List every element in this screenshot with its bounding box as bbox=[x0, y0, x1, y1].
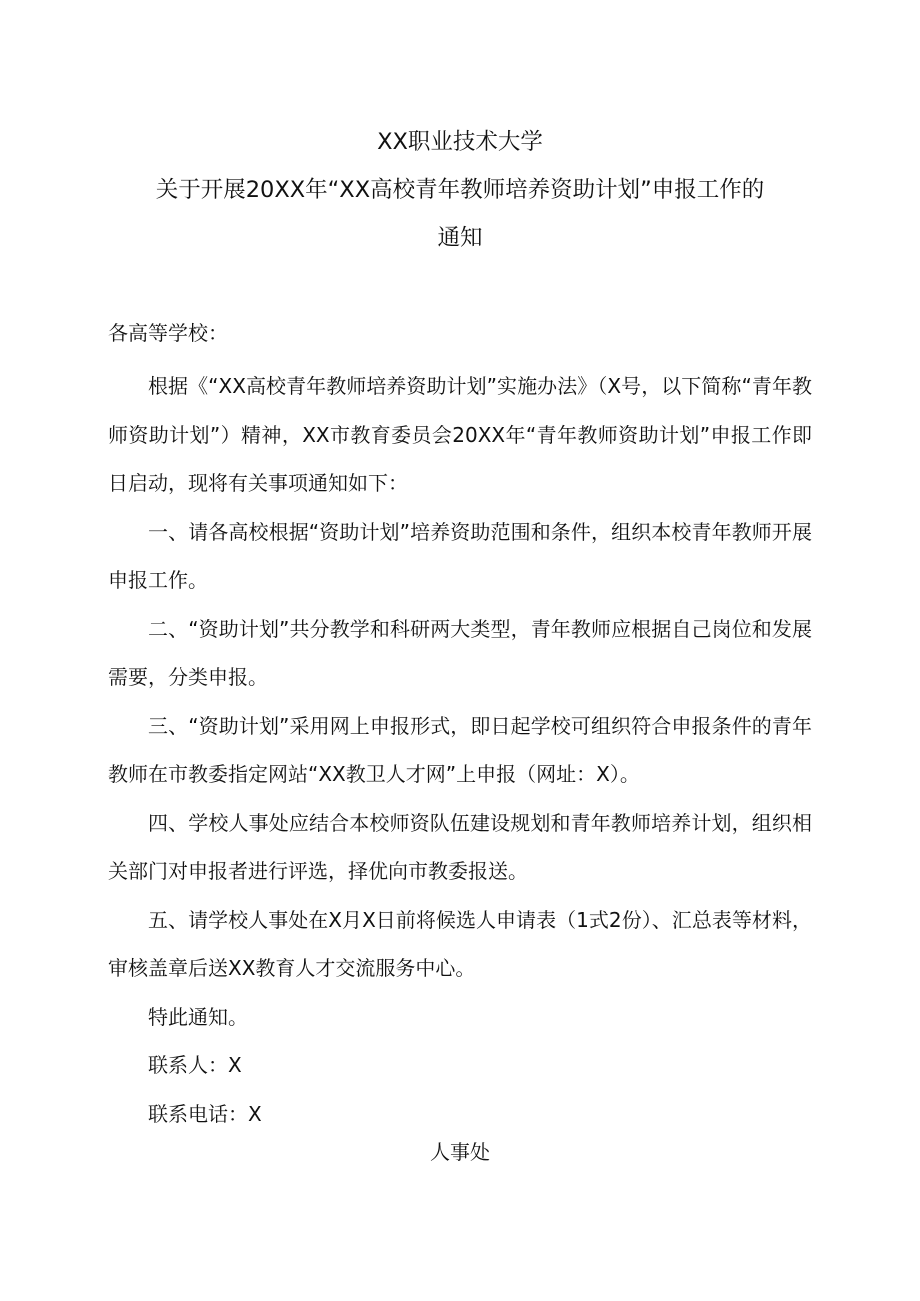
paragraph-item-4: 四、学校人事处应结合本校师资队伍建设规划和青年教师培养计划，组织相关部门对申报者进行评选，择优向市教委报送。 bbox=[108, 810, 812, 883]
paragraph-item-5: 五、请学校人事处在X月X日前将候选人申请表（1式2份）、汇总表等材料，审核盖章后送XX教育人才交流服务中心。 bbox=[108, 907, 812, 980]
document-title bbox=[108, 118, 812, 262]
document-body bbox=[108, 362, 812, 1138]
paragraph-closing: 特此通知。 bbox=[148, 1004, 248, 1029]
title-line-subject: 关于开展20XX年“XX高校青年教师培养资助计划”申报工作的 bbox=[155, 177, 765, 203]
paragraph-item-1: 一、请各高校根据“资助计划”培养资助范围和条件，组织本校青年教师开展申报工作。 bbox=[108, 519, 812, 592]
paragraph-item-2: 二、“资助计划”共分教学和科研两大类型，青年教师应根据自己岗位和发展需要，分类申报。 bbox=[108, 616, 812, 689]
signature-department: 人事处 bbox=[430, 1140, 490, 1164]
contact-person: 联系人：X bbox=[148, 1053, 242, 1077]
paragraph-intro: 根据《“XX高校青年教师培养资助计划”实施办法》（X号，以下简称“青年教师资助计划”）精神，XX市教育委员会20XX年“青年教师资助计划”申报工作即日启动，现将有关事项通知如下： bbox=[108, 374, 812, 495]
paragraph-item-3: 三、“资助计划”采用网上申报形式，即日起学校可组织符合申报条件的青年教师在市教委指定网站“XX教卫人才网”上申报（网址：X）。 bbox=[108, 713, 812, 786]
title-line-notice: 通知 bbox=[437, 225, 483, 251]
title-line-institution: XX职业技术大学 bbox=[377, 129, 543, 155]
salutation: 各高等学校： bbox=[108, 321, 228, 345]
contact-phone: 联系电话：X bbox=[148, 1101, 262, 1126]
